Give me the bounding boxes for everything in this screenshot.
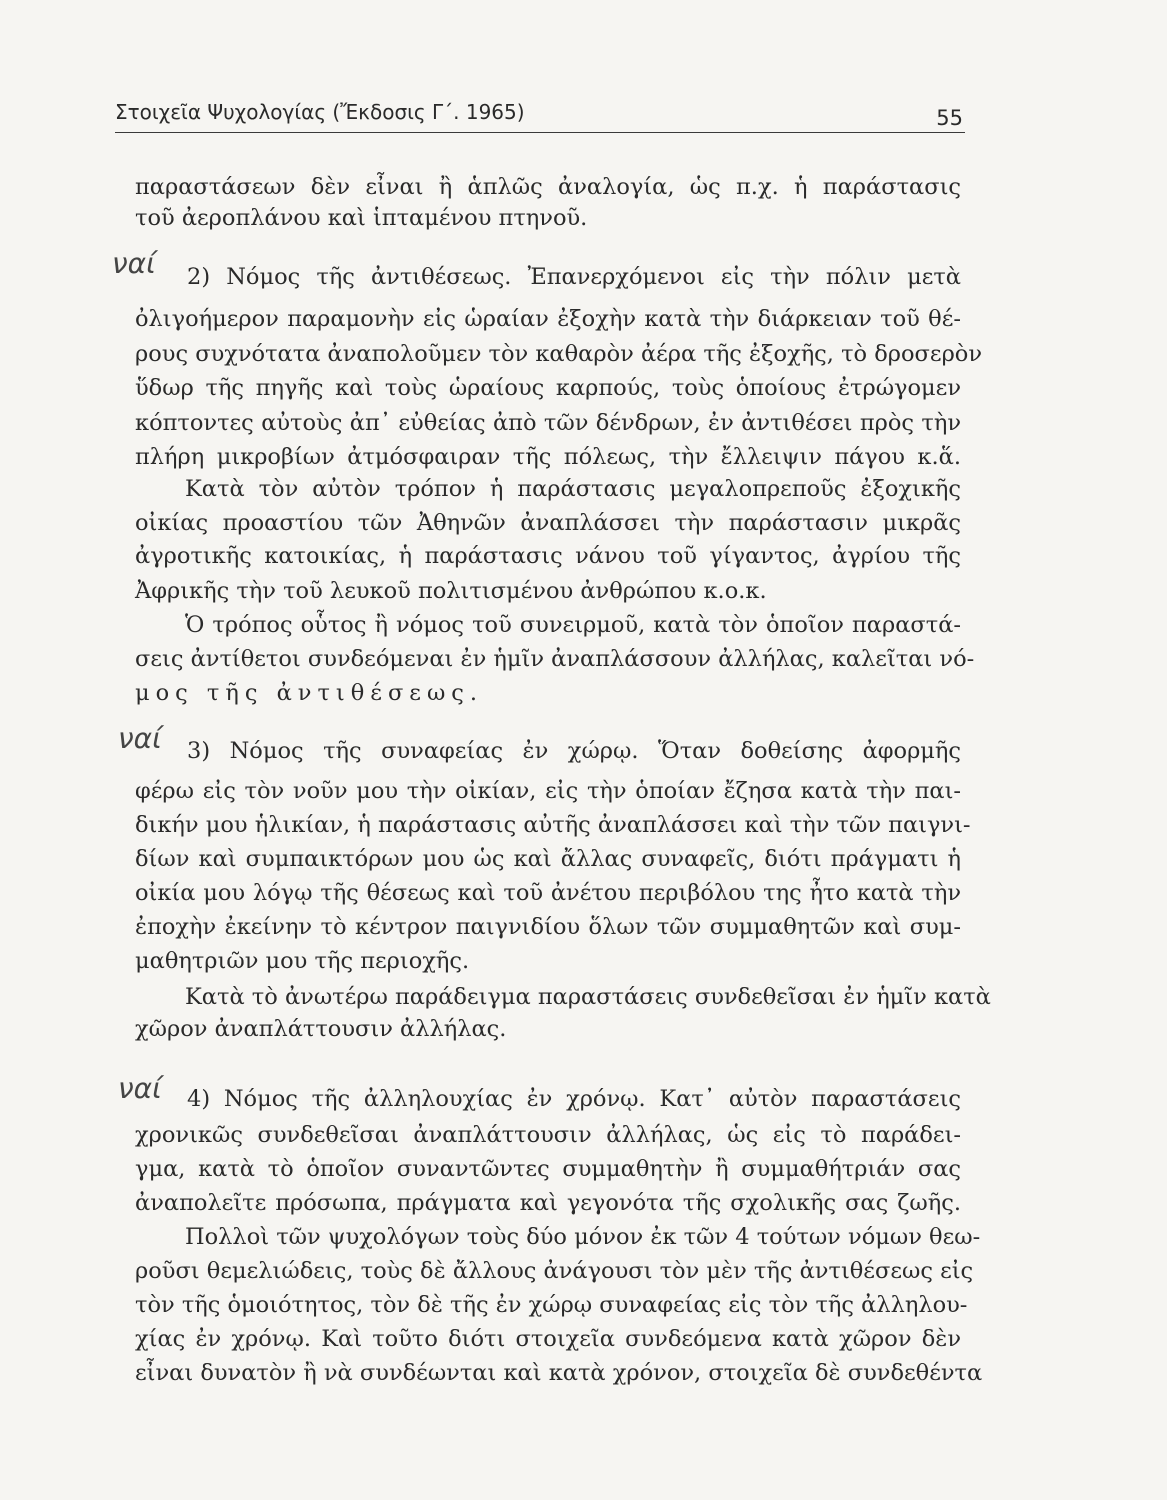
handwritten-note: ναί <box>118 1072 162 1105</box>
text-line: τοῦ ἀεροπλάνου καὶ ἱπταμένου πτηνοῦ. <box>135 205 588 231</box>
handwritten-note: ναί <box>118 722 162 755</box>
text-line: ὕδωρ τῆς πηγῆς καὶ τοὺς ὡραίους καρπούς, τοὺς ὁποίους ἐτρώγομεν <box>135 375 961 401</box>
text-line: χίας ἐν χρόνῳ. Καὶ τοῦτο διότι στοιχεῖα συνδεόμενα κατὰ χῶρον δὲν <box>135 1326 961 1352</box>
section-heading: 2) Νόμος τῆς ἀντιθέσεως. Ἐπανερχόμενοι εἰς τὴν πόλιν μετὰ <box>187 264 961 290</box>
text-line: εἶναι δυνατὸν ἢ νὰ συνδέωνται καὶ κατὰ χρόνον, στοιχεῖα δὲ συνδεθέντα <box>135 1360 983 1386</box>
page-number: 55 <box>936 106 963 130</box>
text-line: μαθητριῶν μου τῆς περιοχῆς. <box>135 948 470 974</box>
text-line: ρους συχνότατα ἀναπολοῦμεν τὸν καθαρὸν ἀέρα τῆς ἐξοχῆς, τὸ δροσερὸν <box>135 341 983 367</box>
text-line: παραστάσεων δὲν εἶναι ἢ ἁπλῶς ἀναλογία, ὡς π.χ. ἡ παράστασις <box>135 174 961 200</box>
text-line: Ἀφρικῆς τὴν τοῦ λευκοῦ πολιτισμένου ἀνθρώπου κ.ο.κ. <box>135 578 767 604</box>
text-line: χρονικῶς συνδεθεῖσαι ἀναπλάττουσιν ἀλλήλας, ὡς εἰς τὸ παράδει- <box>135 1122 961 1148</box>
text-line: ἐποχὴν ἐκείνην τὸ κέντρον παιγνιδίου ὅλων τῶν συμμαθητῶν καὶ συμ- <box>135 914 961 940</box>
text-line: κόπτοντες αὐτοὺς ἀπ᾽ εὐθείας ἀπὸ τῶν δένδρων, ἐν ἀντιθέσει πρὸς τὴν <box>135 410 961 436</box>
text-line: Πολλοὶ τῶν ψυχολόγων τοὺς δύο μόνον ἐκ τῶν 4 τούτων νόμων θεω- <box>185 1224 981 1250</box>
text-line: ὀλιγοήμερον παραμονὴν εἰς ὡραίαν ἐξοχὴν κατὰ τὴν διάρκειαν τοῦ θέ- <box>135 306 961 332</box>
text-line: ἀγροτικῆς κατοικίας, ἡ παράστασις νάνου τοῦ γίγαντος, ἀγρίου τῆς <box>135 543 961 569</box>
text-line: γμα, κατὰ τὸ ὁποῖον συναντῶντες συμμαθητὴν ἢ συμμαθήτριάν σας <box>135 1156 961 1182</box>
text-line: οἰκίας προαστίου τῶν Ἀθηνῶν ἀναπλάσσει τὴν παράστασιν μικρᾶς <box>135 510 961 536</box>
text-line: δίων καὶ συμπαικτόρων μου ὡς καὶ ἄλλας συναφεῖς, διότι πράγματι ἡ <box>135 846 961 872</box>
running-header <box>115 96 965 133</box>
text-line: χῶρον ἀναπλάττουσιν ἀλλήλας. <box>135 1016 507 1042</box>
text-line: τὸν τῆς ὁμοιότητος, τὸν δὲ τῆς ἐν χώρῳ συναφείας εἰς τὸν τῆς ἀλληλου- <box>135 1292 968 1318</box>
text-line: πλήρη μικροβίων ἀτμόσφαιραν τῆς πόλεως, τὴν ἔλλειψιν πάγου κ.ἅ. <box>135 444 961 470</box>
text-line: φέρω εἰς τὸν νοῦν μου τὴν οἰκίαν, εἰς τὴν ὁποίαν ἔζησα κατὰ τὴν παι- <box>135 778 961 804</box>
text-line: Κατὰ τὸ ἀνωτέρω παράδειγμα παραστάσεις συνδεθεῖσαι ἐν ἡμῖν κατὰ <box>185 984 991 1010</box>
spaced-term: μος τῆς ἀντιθέσεως. <box>135 680 484 706</box>
handwritten-note: ναί <box>112 247 156 280</box>
text-line: ἀναπολεῖτε πρόσωπα, πράγματα καὶ γεγονότα τῆς σχολικῆς σας ζωῆς. <box>135 1190 961 1216</box>
text-line: ροῦσι θεμελιώδεις, τοὺς δὲ ἄλλους ἀνάγουσι τὸν μὲν τῆς ἀντιθέσεως εἰς <box>135 1258 974 1284</box>
running-title: Στοιχεῖα Ψυχολογίας (Ἔκδοσις Γ΄. 1965) <box>115 100 525 124</box>
section-heading: 3) Νόμος τῆς συναφείας ἐν χώρῳ. Ὅταν δοθείσης ἀφορμῆς <box>187 738 961 764</box>
text-line: οἰκία μου λόγῳ τῆς θέσεως καὶ τοῦ ἀνέτου περιβόλου της ἦτο κατὰ τὴν <box>135 880 961 906</box>
text-line: σεις ἀντίθετοι συνδεόμεναι ἐν ἡμῖν ἀναπλάσσουν ἀλλήλας, καλεῖται νό- <box>135 646 975 672</box>
text-line: δικήν μου ἡλικίαν, ἡ παράστασις αὐτῆς ἀναπλάσσει καὶ τὴν τῶν παιγνι- <box>135 812 971 838</box>
section-heading: 4) Νόμος τῆς ἀλληλουχίας ἐν χρόνῳ. Κατ᾽ αὐτὸν παραστάσεις <box>187 1086 961 1112</box>
text-line: Κατὰ τὸν αὐτὸν τρόπον ἡ παράστασις μεγαλοπρεποῦς ἐξοχικῆς <box>185 476 961 502</box>
text-line: Ὁ τρόπος οὗτος ἢ νόμος τοῦ συνειρμοῦ, κατὰ τὸν ὁποῖον παραστά- <box>185 612 961 638</box>
